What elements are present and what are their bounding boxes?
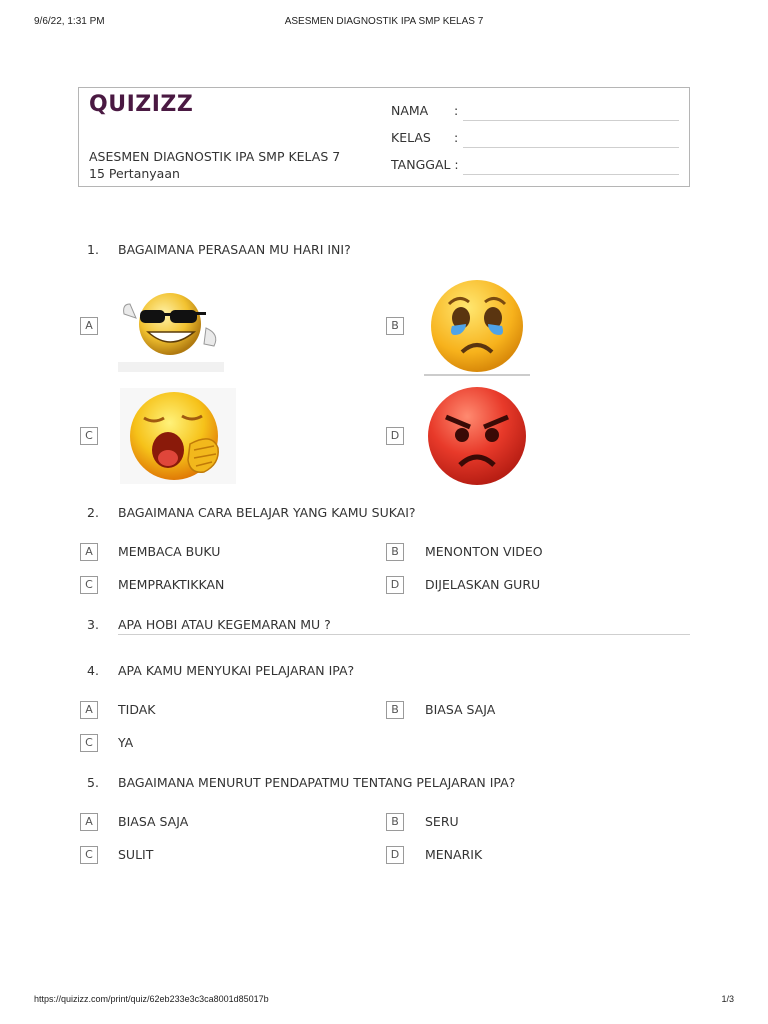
q2-option-c-text[interactable]: MEMPRAKTIKKAN [118,577,225,592]
question-1-text: BAGAIMANA PERASAAN MU HARI INI? [118,242,351,257]
name-field-colon: : [454,103,459,118]
question-4-text: APA KAMU MENYUKAI PELAJARAN IPA? [118,663,355,678]
crying-emoji-icon [424,280,530,376]
question-3-number: 3. [87,617,99,632]
print-url: https://quizizz.com/print/quiz/62eb233e3c3ca8001d85017b [34,994,269,1004]
q4-option-a-box[interactable]: A [80,701,98,719]
quiz-title: ASESMEN DIAGNOSTIK IPA SMP KELAS 7 [89,149,341,164]
yawning-emoji-icon [120,388,236,484]
angry-emoji-icon [424,385,530,487]
question-3-text: APA HOBI ATAU KEGEMARAN MU ? [118,617,331,632]
name-field-label: NAMA [391,103,429,118]
class-field-label: KELAS [391,130,431,145]
q1-option-b-box[interactable]: B [386,317,404,335]
q5-option-a-box[interactable]: A [80,813,98,831]
q2-option-b-box[interactable]: B [386,543,404,561]
q2-option-b-text[interactable]: MENONTON VIDEO [425,544,543,559]
date-field-line [463,174,679,175]
class-field-line [463,147,679,148]
q1-option-c-box[interactable]: C [80,427,98,445]
q5-option-a-text[interactable]: BIASA SAJA [118,814,189,829]
page-number: 1/3 [721,994,734,1004]
q5-option-c-box[interactable]: C [80,846,98,864]
question-2-number: 2. [87,505,99,520]
question-1-number: 1. [87,242,99,257]
question-2-text: BAGAIMANA CARA BELAJAR YANG KAMU SUKAI? [118,505,416,520]
q2-option-d-box[interactable]: D [386,576,404,594]
question-5-number: 5. [87,775,99,790]
q4-option-b-box[interactable]: B [386,701,404,719]
q4-option-c-text[interactable]: YA [118,735,134,750]
quizizz-logo: QUIZIZZ [89,92,194,117]
name-field-line [463,120,679,121]
question-count: 15 Pertanyaan [89,166,180,181]
q5-option-c-text[interactable]: SULIT [118,847,154,862]
q5-option-d-box[interactable]: D [386,846,404,864]
q3-answer-line[interactable] [118,634,690,635]
print-doc-title: ASESMEN DIAGNOSTIK IPA SMP KELAS 7 [284,16,484,27]
q2-option-d-text[interactable]: DIJELASKAN GURU [425,577,541,592]
q1-option-d-box[interactable]: D [386,427,404,445]
question-5-text: BAGAIMANA MENURUT PENDAPATMU TENTANG PELAJARAN IPA? [118,775,516,790]
q2-option-a-box[interactable]: A [80,543,98,561]
print-datetime: 9/6/22, 1:31 PM [34,16,105,27]
q2-option-c-box[interactable]: C [80,576,98,594]
print-footer [0,994,768,1008]
q4-option-a-text[interactable]: TIDAK [118,702,156,717]
q1-option-a-box[interactable]: A [80,317,98,335]
q4-option-c-box[interactable]: C [80,734,98,752]
question-4-number: 4. [87,663,99,678]
print-header [0,16,768,30]
q4-option-b-text[interactable]: BIASA SAJA [425,702,496,717]
q5-option-d-text[interactable]: MENARIK [425,847,483,862]
class-field-colon: : [454,130,459,145]
q2-option-a-text[interactable]: MEMBACA BUKU [118,544,221,559]
cool-sunglasses-emoji-icon [118,288,224,372]
quiz-header-box [78,87,690,187]
q5-option-b-box[interactable]: B [386,813,404,831]
q5-option-b-text[interactable]: SERU [425,814,459,829]
date-field-label: TANGGAL : [391,157,459,172]
